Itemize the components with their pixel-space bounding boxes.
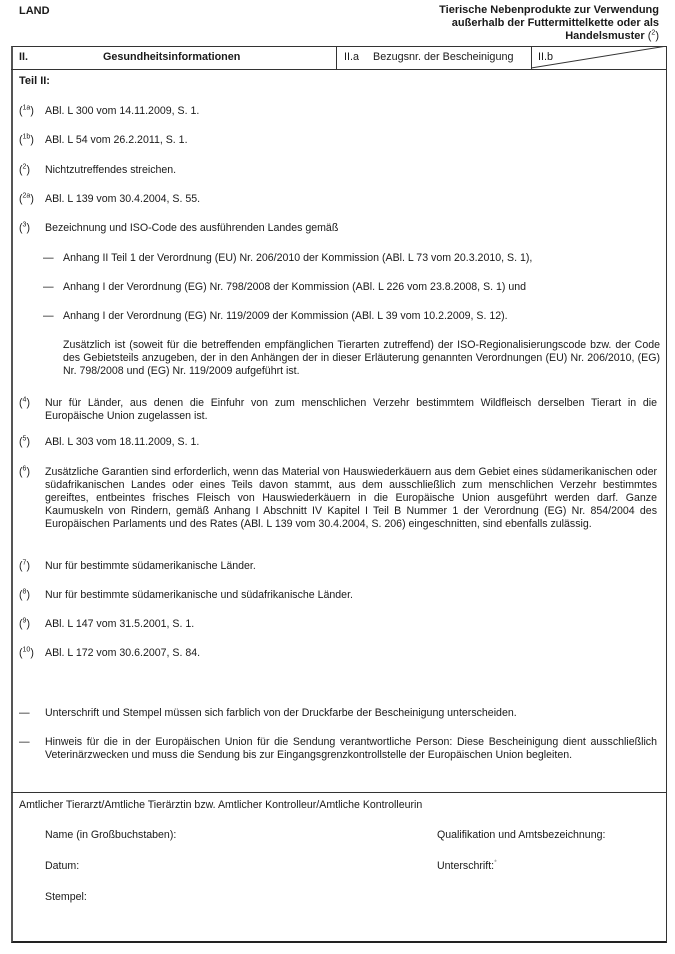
section-number: II. (19, 51, 28, 63)
footnote-text: ABl. L 303 vom 18.11.2009, S. 1. (45, 436, 200, 448)
reference-number-field[interactable]: Bezugsnr. der Bescheinigung (373, 51, 514, 63)
section-title: Gesundheitsinformationen (103, 51, 241, 63)
iib-code: II.b (538, 51, 554, 63)
footnote-marker: ($^8$) (19, 588, 30, 601)
part-title: Teil II: (19, 75, 50, 87)
footnote-text: ABl. L 147 vom 31.5.2001, S. 1. (45, 618, 195, 630)
footnote-marker: ($^{1a}$) (19, 104, 34, 117)
dash-bullet: — (43, 281, 54, 293)
reference-code: II.a (344, 51, 360, 63)
dash-bullet: — (19, 736, 30, 748)
header-divider (336, 46, 337, 69)
certificate-title (339, 4, 659, 43)
footnote-3-addition: Zusätzlich ist (soweit für die betreffenden empfänglichen Tierarten zutreffend) der ISO-Regionalisierungscode bzw. der Code des Gebietsteils anzugeben, der in den Anhängen der in dieser Erläuterung genannten Verordnungen (EU) Nr. 206/2010, (EG) Nr. 798/2008 und (EG) Nr. 119/2009 aufgeführt ist. (63, 339, 660, 377)
footnote-text: Bezeichnung und ISO-Code des ausführenden Landes gemäß (45, 222, 339, 234)
dash-bullet: — (43, 252, 54, 264)
footnote-marker: ($^2$) (19, 163, 30, 176)
title-line-2: außerhalb der Futtermittelkette oder als (451, 17, 659, 29)
footnote-text: Nur für bestimmte südamerikanische Länder. (45, 560, 256, 572)
footnote-marker: ($^9$) (19, 617, 30, 630)
footnote-text: Zusätzliche Garantien sind erforderlich, wenn das Material von Hauswiederkäuern aus dem Gebiet eines südamerikanischen oder südafrikanischen Landes oder eines Teils davon stammt, aus dem ausschließlich zum menschlichen Verzehr bestimmtes gereiftes, entbeintes frisches Fleisch von Hauswiederkäuern in die Europäische Union ausgeführt werden darf. Ganze Kaumuskeln von Rindern, gemäß Anhang I Abschnitt IV Kapitel I Teil B Nummer 1 der Verordnung (EG) Nr. 854/2004 des Europäischen Parlaments und des Rates (ABl. L 139 vom 30.4.2004, S. 206) eingeschnitten, sind ebenfalls zulässig. (45, 466, 657, 530)
title-line-1: Tierische Nebenprodukte zur Verwendung (439, 4, 659, 16)
footnote-text: Nichtzutreffendes streichen. (45, 164, 177, 176)
dash-bullet: — (19, 707, 30, 719)
footnote-text: Nur für bestimmte südamerikanische und südafrikanische Länder. (45, 589, 353, 601)
title-line-3: Handelsmuster (565, 30, 645, 42)
stamp-field-label[interactable]: Stempel: (45, 891, 87, 903)
signature-field-label[interactable]: Unterschrift:* (437, 859, 497, 872)
footnote-marker: ($^3$) (19, 221, 30, 234)
footnote-marker: ($^{10}$) (19, 646, 34, 659)
title-ref-number: 2 (651, 29, 656, 37)
section-header-row (11, 46, 667, 70)
footnote-text: Nur für Länder, aus denen die Einfuhr von zum menschlichen Verzehr bestimmtem Wildfleisch derselben Tierart in die Europäische Union zugelassen ist. (45, 397, 657, 422)
footnote-marker: ($^6$) (19, 465, 30, 478)
strikethrough-diagonal (531, 46, 667, 69)
footnote-text: ABl. L 300 vom 14.11.2009, S. 1. (45, 105, 200, 117)
footnote-marker: ($^{2a}$) (19, 192, 34, 205)
footnote-marker: ($^4$) (19, 396, 30, 409)
footnote-text: ABl. L 139 vom 30.4.2004, S. 55. (45, 193, 201, 205)
footnote-marker: ($^5$) (19, 435, 30, 448)
footnote-marker: ($^7$) (19, 559, 30, 572)
dash-bullet: — (43, 310, 54, 322)
footnote-text: ABl. L 172 vom 30.6.2007, S. 84. (45, 647, 201, 659)
title-footnote-ref: ($^2$) (647, 29, 659, 42)
name-field-label[interactable]: Name (in Großbuchstaben): (45, 829, 177, 841)
qualification-field-label[interactable]: Qualifikation und Amtsbezeichnung: (437, 829, 606, 841)
date-field-label[interactable]: Datum: (45, 860, 80, 872)
footnote-marker: ($^{1b}$) (19, 133, 34, 146)
signature-marker: * (494, 859, 497, 867)
signature-section-title: Amtlicher Tierarzt/Amtliche Tierärztin bzw. Amtlicher Kontrolleur/Amtliche Kontrolleurin (19, 799, 423, 811)
country-label: LAND (19, 5, 50, 17)
footnote-text: ABl. L 54 vom 26.2.2011, S. 1. (45, 134, 188, 146)
signature-divider (11, 792, 667, 793)
